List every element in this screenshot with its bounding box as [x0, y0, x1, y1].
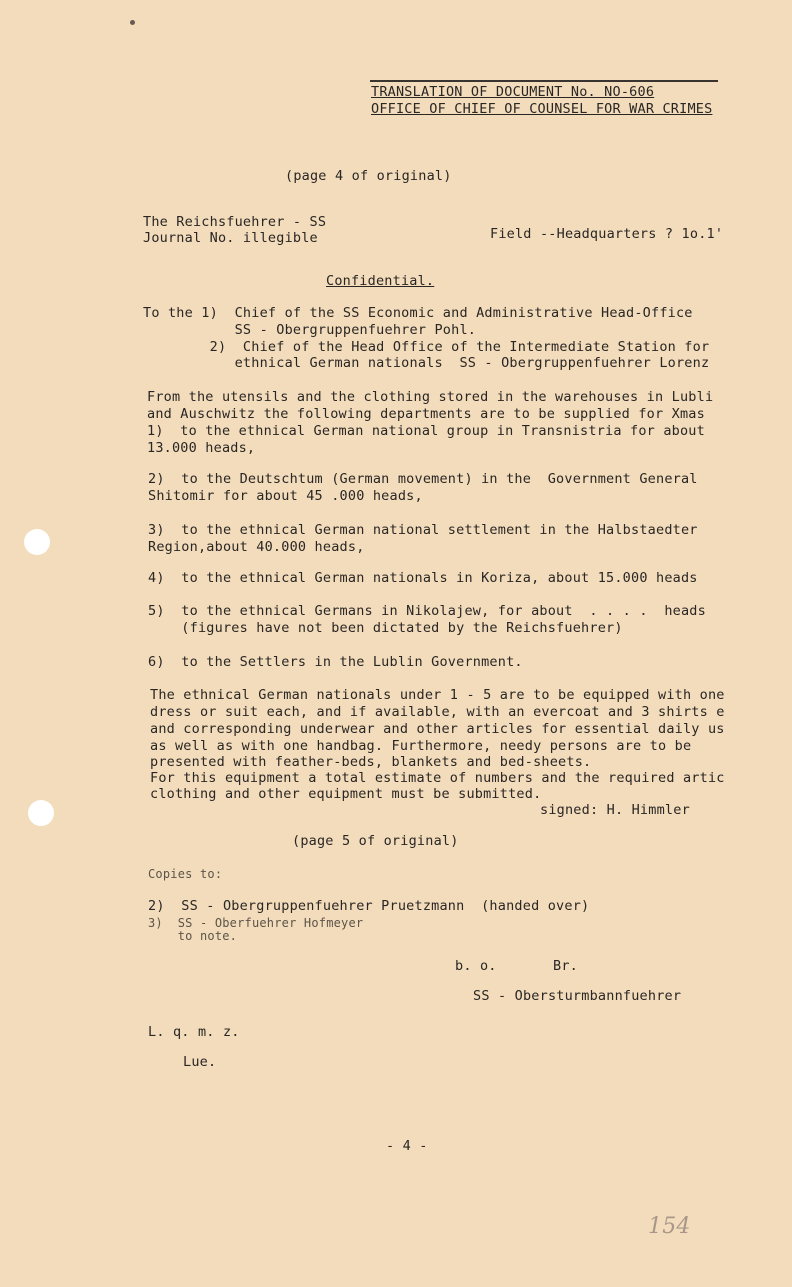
recipient-line: To the 1) Chief of the SS Economic and Administrative Head-Office [143, 305, 693, 321]
distribution-line: 3) SS - Oberfuehrer Hofmeyer [148, 916, 364, 930]
item-5-line: (figures have not been dictated by the Reichsfuehrer) [148, 620, 623, 636]
item-2-line: Shitomir for about 45 .000 heads, [148, 488, 423, 504]
recipient-line: 2) Chief of the Head Office of the Intermediate Station for [143, 339, 710, 355]
classification-heading: Confidential. [326, 273, 435, 289]
initials-br: Br. [553, 958, 578, 974]
body-line: clothing and other equipment must be submitted. [150, 786, 542, 802]
intro-line: From the utensils and the clothing stored in the warehouses in Lubli [147, 389, 714, 405]
punch-hole-upper [24, 529, 50, 555]
page-number: - 4 - [386, 1138, 428, 1154]
punch-hole-lower [28, 800, 54, 826]
header-office-line: OFFICE OF CHIEF OF COUNSEL FOR WAR CRIMES [371, 101, 713, 117]
page-marker-top: (page 4 of original) [285, 168, 452, 184]
distribution-label: Copies to: [148, 867, 223, 881]
intro-line: 1) to the ethnical German national group in Transnistria for about [147, 423, 705, 439]
recipient-line: ethnical German nationals SS - Obergruppenfuehrer Lorenz [143, 355, 710, 371]
handwritten-stamp-number: 154 [648, 1214, 691, 1239]
body-line: For this equipment a total estimate of numbers and the required artic [150, 770, 725, 786]
body-line: as well as with one handbag. Furthermore, needy persons are to be [150, 738, 692, 754]
distribution-line: 2) SS - Obergruppenfuehrer Pruetzmann (handed over) [148, 898, 590, 914]
lqmz-mark: L. q. m. z. [148, 1024, 240, 1040]
intro-line: 13.000 heads, [147, 440, 256, 456]
item-3-line: Region,about 40.000 heads, [148, 539, 365, 555]
recipient-line: SS - Obergruppenfuehrer Pohl. [143, 322, 477, 338]
page-marker-bottom: (page 5 of original) [292, 833, 459, 849]
item-4-line: 4) to the ethnical German nationals in Koriza, about 15.000 heads [148, 570, 698, 586]
item-6-line: 6) to the Settlers in the Lublin Government. [148, 654, 523, 670]
header-translation-line: TRANSLATION OF DOCUMENT No. NO-606 [371, 84, 655, 100]
sender-line-1: The Reichsfuehrer - SS [143, 214, 327, 230]
body-line: dress or suit each, and if available, with an evercoat and 3 shirts e [150, 704, 725, 720]
intro-line: and Auschwitz the following departments are to be supplied for Xmas [147, 406, 705, 422]
signature-line: signed: H. Himmler [540, 802, 690, 818]
distribution-line: to note. [148, 929, 238, 943]
speck [130, 20, 135, 25]
lue-mark: Lue. [183, 1054, 217, 1070]
item-2-line: 2) to the Deutschtum (German movement) in the Government General [148, 471, 698, 487]
body-line: presented with feather-beds, blankets and bed-sheets. [150, 754, 592, 770]
body-line: The ethnical German nationals under 1 - 5 are to be equipped with one [150, 687, 725, 703]
body-line: and corresponding underwear and other articles for essential daily us [150, 721, 725, 737]
location-line: Field --Headquarters ? 1o.1' [490, 226, 724, 242]
item-5-line: 5) to the ethnical Germans in Nikolajew, for about . . . . heads [148, 603, 706, 619]
header-rule [370, 80, 718, 82]
by-order-mark: b. o. [455, 958, 497, 974]
sender-rank: SS - Obersturmbannfuehrer [473, 988, 682, 1004]
item-3-line: 3) to the ethnical German national settlement in the Halbstaedter [148, 522, 698, 538]
sender-line-2: Journal No. illegible [143, 230, 318, 246]
